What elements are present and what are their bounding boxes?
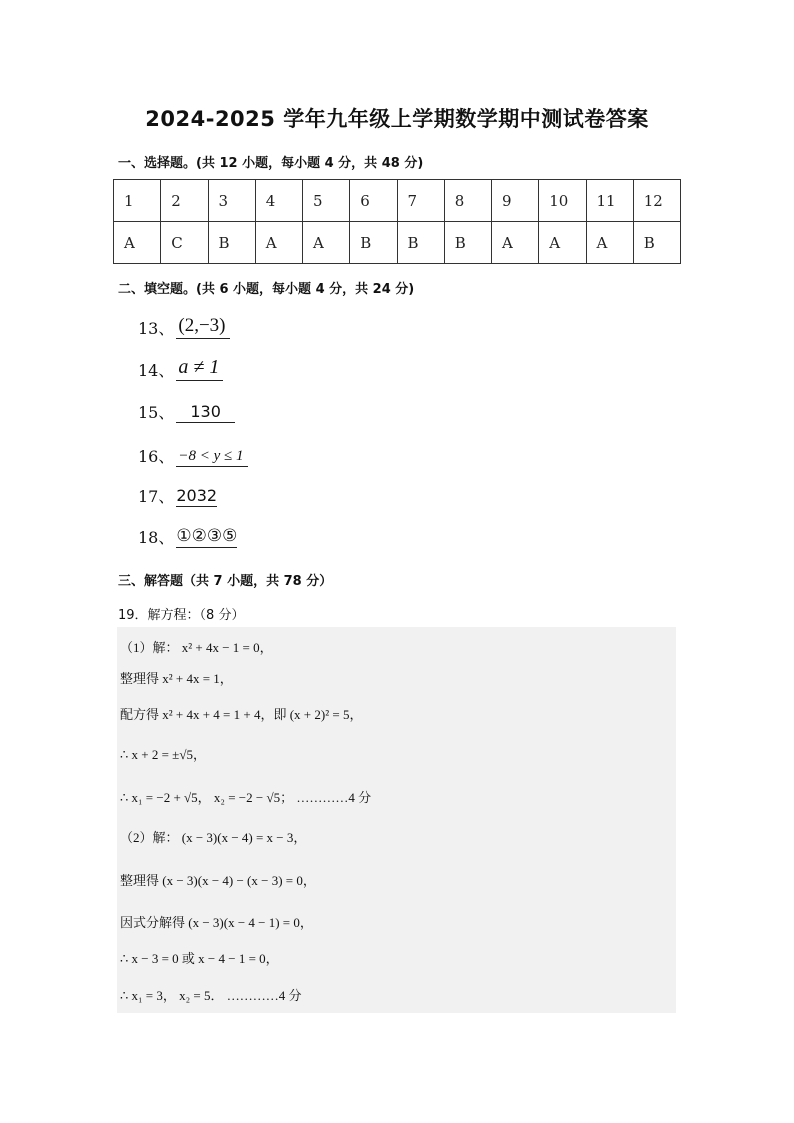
question-number: 11: [586, 180, 633, 222]
solution-line: ∴ x₁ = 3， x₂ = 5． …………4 分: [120, 988, 302, 1003]
solution-line: 整理得 x² + 4x = 1，: [120, 671, 233, 686]
choice-answer: A: [255, 222, 302, 264]
fill-item-14: [138, 356, 223, 381]
solution-line: 因式分解得 (x − 3)(x − 4 − 1) = 0，: [120, 915, 313, 930]
fill-item-18: [138, 525, 237, 548]
fill-answer: a ≠ 1: [176, 356, 223, 381]
question-number: 1: [114, 180, 161, 222]
choice-answer: B: [350, 222, 397, 264]
solution-line: ∴ x + 2 = ±√5，: [120, 747, 206, 762]
question-number: 6: [350, 180, 397, 222]
choice-answer: B: [444, 222, 491, 264]
choice-answer: B: [208, 222, 255, 264]
item-number: 16、: [138, 447, 175, 466]
section1-heading: 一、选择题。(共 12 小题，每小题 4 分，共 48 分): [118, 156, 424, 171]
solution-line: 配方得 x² + 4x + 4 = 1 + 4，即 (x + 2)² = 5，: [120, 707, 363, 722]
table-row-answers: [114, 222, 681, 264]
question-number: 2: [161, 180, 208, 222]
choice-answer: B: [633, 222, 680, 264]
item-number: 15、: [138, 403, 175, 422]
table-row-numbers: [114, 180, 681, 222]
question-number: 8: [444, 180, 491, 222]
choice-answer: A: [303, 222, 350, 264]
section2-heading: 二、填空题。(共 6 小题，每小题 4 分，共 24 分): [118, 282, 415, 297]
question-number: 3: [208, 180, 255, 222]
question-number: 9: [492, 180, 539, 222]
fill-item-16: [138, 444, 248, 467]
fill-item-15: [138, 400, 235, 423]
item-number: 14、: [138, 361, 175, 380]
choice-answer: B: [397, 222, 444, 264]
item-number: 18、: [138, 528, 175, 547]
solution-line: ∴ x₁ = −2 + √5， x₂ = −2 − √5； …………4 分: [120, 790, 372, 805]
choice-answer: A: [492, 222, 539, 264]
fill-item-17: [138, 484, 217, 507]
question-number: 5: [303, 180, 350, 222]
item-number: 17、: [138, 487, 175, 506]
fill-answer: ①②③⑤: [176, 526, 238, 546]
fill-answer: 2032: [176, 486, 218, 505]
solution-line: 整理得 (x − 3)(x − 4) − (x − 3) = 0，: [120, 873, 316, 888]
fill-answer: 130: [176, 402, 235, 423]
choice-answer: A: [114, 222, 161, 264]
choice-answer: A: [586, 222, 633, 264]
fill-answer: −8 < y ≤ 1: [176, 448, 247, 467]
question-number: 7: [397, 180, 444, 222]
fill-item-13: [138, 315, 230, 339]
item-number: 13、: [138, 319, 175, 338]
solution-line: （2）解： (x − 3)(x − 4) = x − 3，: [120, 830, 307, 845]
question-19-title: 19．解方程：（8 分）: [118, 608, 245, 623]
fill-answer: (2,−3): [176, 315, 229, 339]
choice-answer: C: [161, 222, 208, 264]
question-number: 10: [539, 180, 586, 222]
page-title: 2024-2025 学年九年级上学期数学期中测试卷答案: [145, 107, 649, 131]
question-number: 12: [633, 180, 680, 222]
section3-heading: 三、解答题（共 7 小题，共 78 分）: [118, 574, 333, 589]
solution-line: （1）解： x² + 4x − 1 = 0，: [120, 640, 273, 655]
choice-answer: A: [539, 222, 586, 264]
solution-line: ∴ x − 3 = 0 或 x − 4 − 1 = 0，: [120, 951, 279, 966]
choice-answer-table: [113, 179, 681, 264]
question-number: 4: [255, 180, 302, 222]
